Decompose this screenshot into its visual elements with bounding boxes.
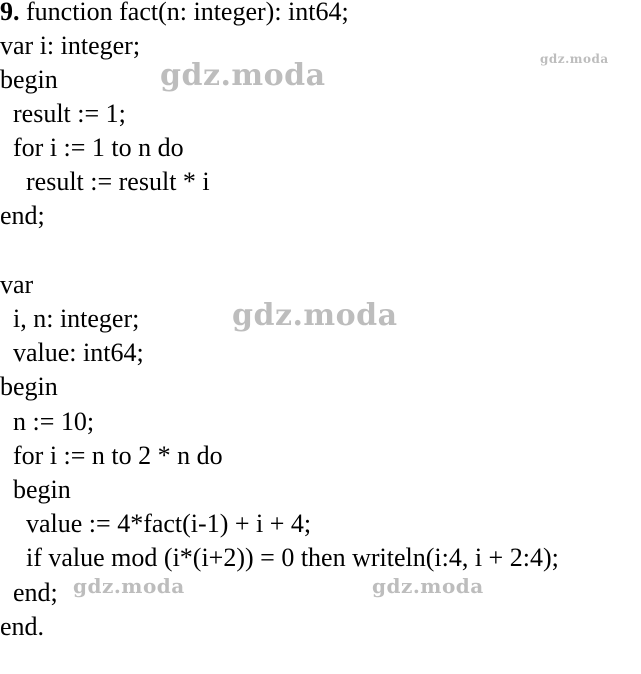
code-line-18: end;	[0, 578, 58, 607]
code-line-19: end.	[0, 612, 45, 641]
watermark-top-big: gdz.moda	[160, 58, 326, 93]
code-line-3: begin	[0, 65, 58, 94]
code-line-12: begin	[0, 372, 58, 401]
watermark-top-small: gdz.moda	[540, 52, 609, 66]
watermark-middle-big: gdz.moda	[232, 298, 398, 333]
code-line-9: var	[0, 270, 34, 299]
code-line-6: result := result * i	[0, 167, 210, 196]
code-line-1-text: function fact(n: integer): int64;	[19, 0, 349, 26]
code-line-17: if value mod (i*(i+2)) = 0 then writeln(i:4, i + 2:4);	[0, 543, 559, 572]
code-line-2: var i: integer;	[0, 31, 141, 60]
task-number: 9.	[0, 0, 20, 26]
code-line-5: for i := 1 to n do	[0, 133, 184, 162]
code-line-7: end;	[0, 201, 45, 230]
code-line-4: result := 1;	[0, 99, 126, 128]
code-line-11: value: int64;	[0, 338, 144, 367]
code-line-15: begin	[0, 475, 71, 504]
code-line-14: for i := n to 2 * n do	[0, 441, 223, 470]
code-line-16: value := 4*fact(i-1) + i + 4;	[0, 509, 312, 538]
watermark-bottom-right: gdz.moda	[372, 574, 484, 598]
code-line-10: i, n: integer;	[0, 304, 140, 333]
watermark-bottom-left: gdz.moda	[73, 574, 185, 598]
code-line-1	[0, 0, 349, 29]
code-line-13: n := 10;	[0, 407, 95, 436]
